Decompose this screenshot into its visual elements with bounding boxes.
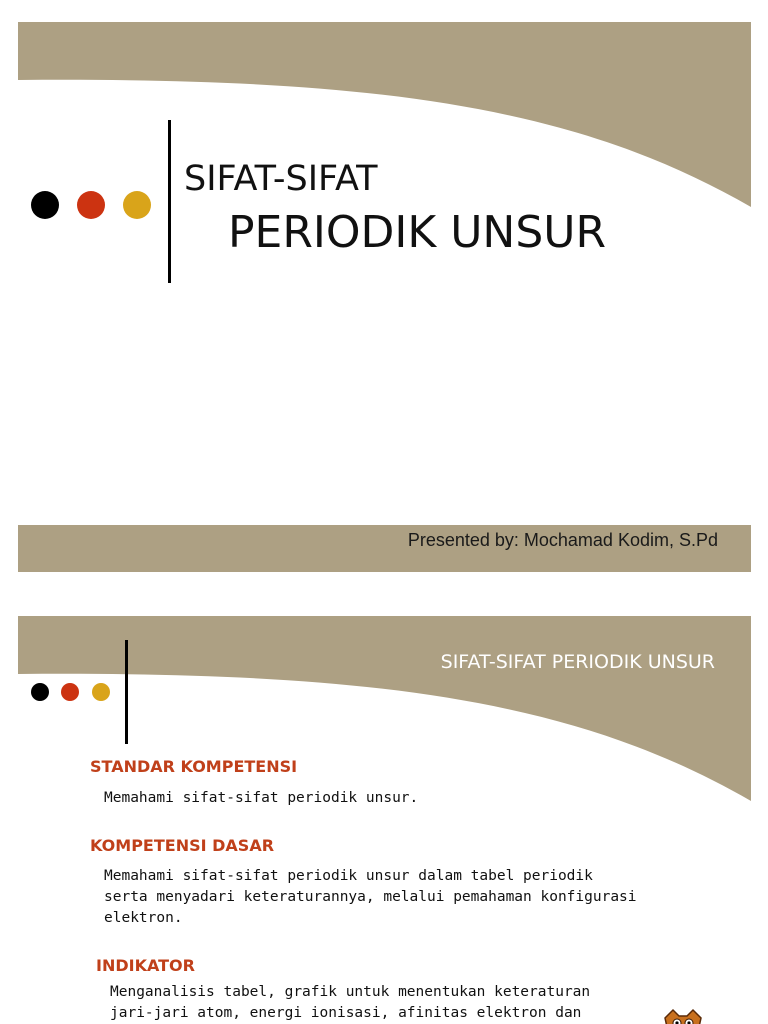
presenter-text: Presented by: Mochamad Kodim, S.Pd xyxy=(407,530,718,550)
body-line: Menganalisis tabel, grafik untuk menentukan keteraturan xyxy=(110,984,591,1000)
header-divider-line xyxy=(125,640,128,744)
title-line-2: PERIODIK UNSUR xyxy=(228,207,607,258)
section-body-kompetensi-dasar xyxy=(104,866,637,929)
black-dot-icon xyxy=(31,683,49,701)
red-dot-icon xyxy=(77,191,105,219)
gold-dot-icon xyxy=(92,683,110,701)
section-body-indikator xyxy=(110,982,590,1024)
body-line: jari-jari atom, energi ionisasi, afinitas elektron dan xyxy=(110,1005,582,1021)
title-line-1: SIFAT-SIFAT xyxy=(184,159,378,199)
top-swoosh-band xyxy=(18,22,751,207)
black-dot-icon xyxy=(31,191,59,219)
body-line: elektron. xyxy=(104,910,183,926)
title-slide xyxy=(18,22,751,572)
slide-background xyxy=(18,22,751,572)
competency-slide xyxy=(18,616,751,1024)
body-line: Memahami sifat-sifat periodik unsur dalam tabel periodik xyxy=(104,868,593,884)
slide-header: SIFAT-SIFAT PERIODIK UNSUR xyxy=(440,651,715,673)
gold-dot-icon xyxy=(123,191,151,219)
body-line: Memahami sifat-sifat periodik unsur. xyxy=(104,790,419,806)
section-heading-standar: STANDAR KOMPETENSI xyxy=(90,757,298,776)
body-line: serta menyadari keteraturannya, melalui pemahaman konfigurasi xyxy=(104,889,637,905)
section-heading-kompetensi-dasar: KOMPETENSI DASAR xyxy=(90,836,275,855)
title-divider-line xyxy=(168,120,171,283)
section-heading-indikator: INDIKATOR xyxy=(96,956,195,975)
owl-logo-icon xyxy=(661,1008,705,1024)
section-body-standar xyxy=(104,788,418,809)
red-dot-icon xyxy=(61,683,79,701)
